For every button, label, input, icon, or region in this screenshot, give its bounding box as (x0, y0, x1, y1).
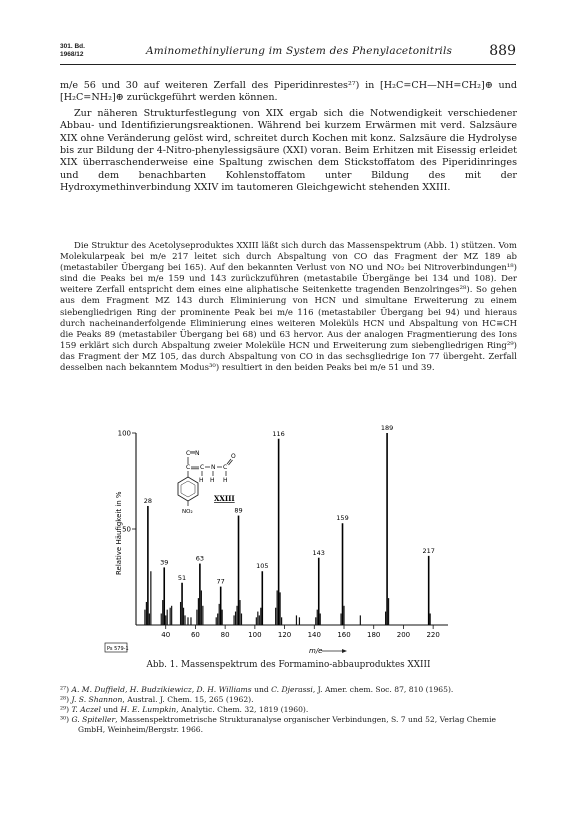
atom-c4: C (223, 464, 228, 471)
y-tick-label: 50 (122, 525, 131, 534)
x-tick-label: 120 (277, 631, 292, 639)
footnote (60, 685, 517, 695)
body-text-block (60, 80, 517, 195)
x-tick-label: 100 (248, 631, 262, 639)
volume-line: 301. Bd. (60, 43, 85, 50)
x-tick-label: 40 (161, 631, 171, 639)
peak-label: 77 (216, 577, 225, 586)
atom-h3: H (223, 477, 228, 484)
structure-formula (178, 450, 236, 515)
paragraph: Die Struktur des Acetolyseproduktes XXIII läßt sich durch das Massenspektrum (Abb. 1) stützen. Vom Molekularpeak bei m/e 217 leitet sich durch Abspaltung von CO das Fragment der MZ 189 ab (metastabiler Übergang bei 165). Auf den bekannten Verlust von NO und NO₂ bei Nitroverbindungen¹⁸) sind die Peaks bei m/e 159 und 143 zurückzuführen (metastabile Übergänge bei 134 und 108). Der weitere Zerfall entspricht dem eines eine aliphatische Seitenkette tragenden Benzolringes²⁸). So gehen aus dem Fragment MZ 143 durch Eliminierung von HCN und simultane Erweiterung zu einem siebengliedrigen Ring der prominente Peak bei m/e 116 (metastabiler Übergang bei 94) und hieraus durch nacheinanderfolgende Eliminierung eines weiteren Moleküls HCN und Abspaltung von HC≡CH die Peaks 89 (metastabiler Übergang bei 68) und 63 hervor. Aus der analogen Fragmentierung des Ions 159 erklärt sich durch Abspaltung zweier Moleküle HCN und Erweiterung zum siebengliedrigen Ring²⁹) das Fragment der MZ 105, das durch Abspaltung von CO in das sechsgliedrige Ion 77 übergeht. Zerfall desselben nach bekanntem Modus³⁰) resultiert in den beiden Peaks bei m/e 51 und 39. (60, 241, 517, 374)
compound-label: XXIII (214, 494, 235, 503)
stamp-text: Ps 579-1 (107, 646, 129, 652)
footnote-number: ³⁰) (60, 715, 70, 725)
footnote-authors: J. S. Shannon (71, 695, 123, 705)
footnote-text: , J. Amer. chem. Soc. 87, 810 (1965). (312, 685, 454, 694)
peak-label: 51 (177, 573, 187, 582)
mass-spectrum-chart (104, 425, 464, 657)
atom-n2: N (211, 464, 216, 471)
paragraph: m/e 56 und 30 auf weiteren Zerfall des Piperidinrestes²⁷) in [H₂C=CH—NH=CH₂]⊕ und [H₂C=NH₂]⊕ zurückgeführt werden können. (60, 80, 517, 104)
atom-n1: N (195, 450, 200, 457)
atom-o: O (231, 453, 236, 460)
peak-label: 143 (312, 548, 325, 557)
footnote-number: ²⁹) (60, 705, 70, 715)
footnote-number: ²⁸) (60, 695, 70, 705)
atom-c2: C (186, 464, 191, 471)
mass-spectrum-figure (104, 425, 464, 657)
footnote-text: , Austral. J. Chem. 15, 265 (1962). (122, 695, 254, 705)
x-tick-label: 220 (426, 631, 440, 639)
year-issue-line: 1968/12 (60, 50, 84, 58)
footnote-authors: H. E. Lumpkin (120, 705, 177, 715)
footnote-authors: C. Djerassi (271, 685, 313, 694)
footnote-text: , Massenspektrometrische Strukturanalyse organischer Verbindungen, S. 7 und 52, Verlag Chemie GmbH, Weinheim/Bergstr. 1966. (78, 715, 497, 735)
x-tick-label: 60 (190, 631, 200, 639)
peak-label: 28 (143, 496, 153, 505)
running-title: Aminomethinylierung im System des Phenylacetonitrils (146, 45, 453, 57)
footnote-authors: A. M. Duffield, H. Budzikiewicz, D. H. Williams (71, 685, 252, 694)
x-tick-label: 80 (220, 631, 230, 639)
x-axis-arrowhead (342, 649, 347, 653)
peak-label: 39 (160, 558, 169, 567)
x-tick-label: 140 (307, 631, 321, 639)
footnote-text: , Analytic. Chem. 32, 1819 (1960). (176, 705, 309, 715)
nitro-group: NO₂ (182, 509, 193, 515)
figure-stamp (105, 643, 129, 652)
figure-caption: Abb. 1. Massenspektrum des Formamino-abbauproduktes XXIII (146, 660, 431, 670)
x-tick-label: 200 (396, 631, 411, 639)
peak-label: 105 (256, 562, 269, 571)
footnote-number: ²⁷) (60, 685, 70, 694)
paragraph: Zur näheren Strukturfestlegung von XIX ergab sich die Notwendigkeit verschiedener Abbau- und Identifizierungsreaktionen. Während bei kurzem Erwärmen mit verd. Salzsäure XIX ohne Veränderung gelöst wird, schreitet durch Kochen mit konz. Salzsäure die Hydrolyse bis zur Bildung der 4-Nitro-phenylessigsäure (XXI) voran. Beim Erhitzen mit Eisessig erleidet XIX überraschenderweise eine Spaltung zwischen dem Stickstoffatom des Piperidinringes und dem benachbarten Kohlenstoffatom unter Bildung des mit der Hydroxymethinverbindung XXIV im tautomeren Gleichgewicht stehenden XXIII. (60, 107, 517, 194)
y-axis-label: Relative Häufigkeit in % (115, 491, 123, 575)
peak-label: 89 (234, 506, 243, 515)
peak-label: 63 (195, 554, 205, 563)
page-number: 889 (489, 43, 516, 59)
peak-label: 116 (272, 429, 285, 438)
journal-volume (60, 43, 85, 58)
footnote (60, 695, 517, 705)
benzene-ring-inner (181, 481, 195, 497)
atom-c1: C (186, 450, 191, 457)
x-axis-label: m/e (309, 647, 323, 655)
atom-c3: C (200, 464, 205, 471)
x-tick-label: 160 (337, 631, 351, 639)
footnotes (60, 685, 517, 735)
running-header (60, 44, 516, 65)
atom-h2: H (210, 477, 215, 484)
footnote (60, 705, 517, 715)
body-text-block-small (60, 241, 517, 374)
x-tick-label: 180 (367, 631, 381, 639)
y-tick-label: 100 (117, 429, 131, 438)
atom-h1: H (199, 477, 204, 484)
footnote-authors: T. Aczel (71, 705, 101, 715)
footnote-text: und (251, 685, 272, 694)
peak-label: 217 (422, 546, 435, 555)
peak-label: 189 (380, 425, 394, 432)
footnote (60, 715, 517, 735)
footnote-authors: G. Spiteller (71, 715, 116, 725)
peak-label: 159 (336, 514, 349, 523)
footnote-text: und (100, 705, 121, 715)
